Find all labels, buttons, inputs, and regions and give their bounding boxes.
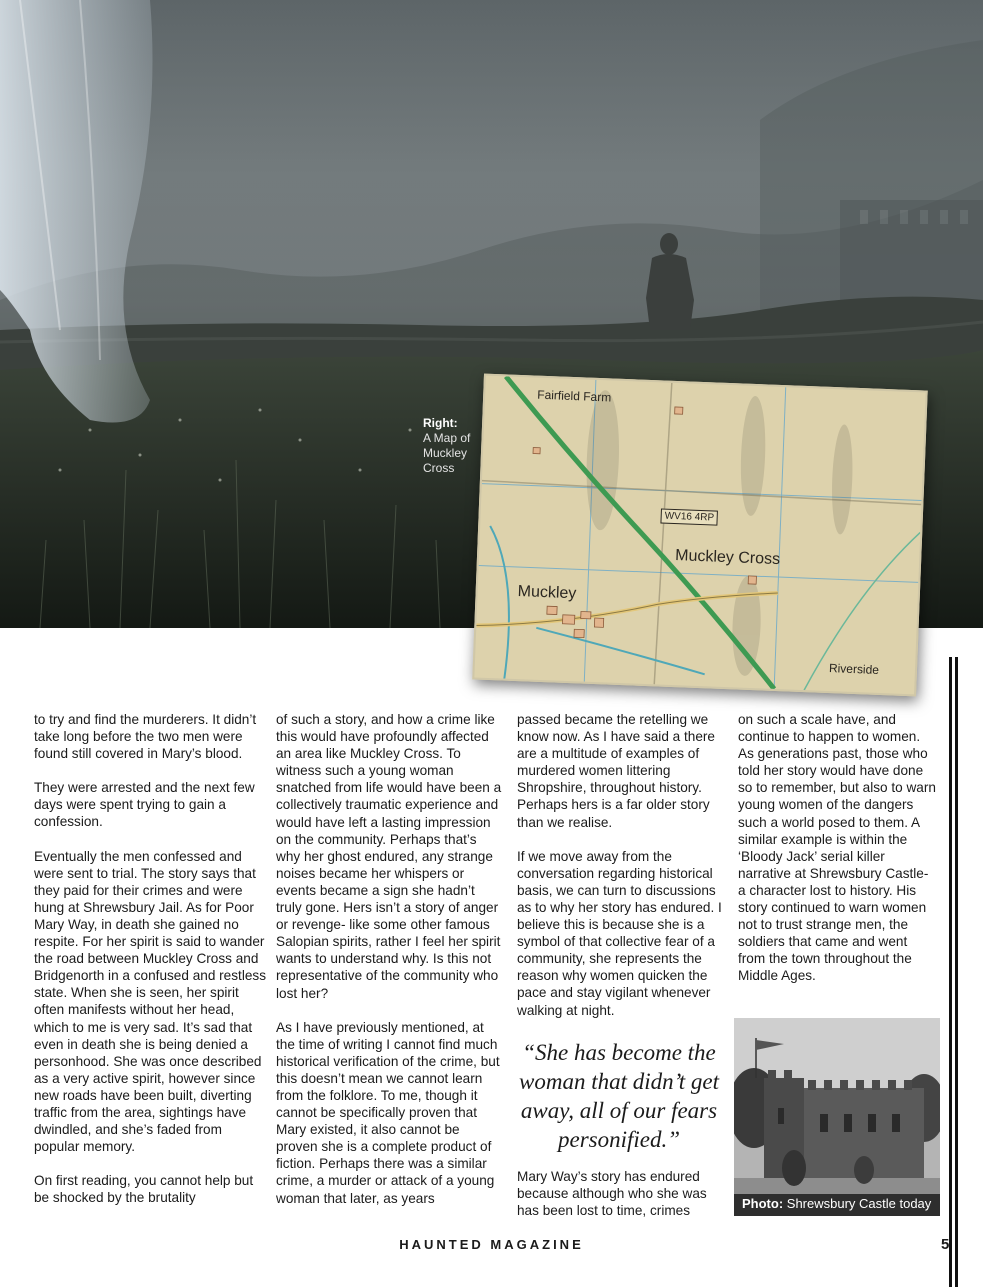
article-column-2 xyxy=(276,711,504,1224)
magazine-name: HAUNTED MAGAZINE xyxy=(399,1237,584,1252)
map-drawing xyxy=(474,376,925,695)
paragraph: passed became the retelling we know now. As I have said a there are a multitude of examples of murdered women littering Shropshire, throughout history. Perhaps hers is a far older story than we realise. xyxy=(517,712,715,830)
article-column-3 xyxy=(517,711,722,1036)
photo-caption-text: Shrewsbury Castle today xyxy=(786,1196,932,1211)
caption-text: A Map of Muckley Cross xyxy=(423,431,471,475)
map-image xyxy=(472,374,927,697)
map-label-riverside: Riverside xyxy=(828,661,880,677)
castle-illustration xyxy=(734,1018,940,1216)
pull-quote: “She has become the woman that didn’t get away, all of our fears personified.” xyxy=(519,1040,719,1152)
paragraph: As I have previously mentioned, at the time of writing I cannot find much historical verification of the crime, but this doesn’t mean we cannot learn from the folklore. To me, though it cannot be specifically proven that Mary existed, it also cannot be proven she is a complete product of fiction. Perhaps there was a similar crime, a murder or attack of a young woman that later, as years xyxy=(276,1019,500,1206)
paragraph: to try and find the murderers. It didn’t take long before the two men were found still covered in Mary’s blood. xyxy=(34,712,257,762)
paragraph: On first reading, you cannot help but be shocked by the brutality xyxy=(34,1173,254,1206)
divider-rule xyxy=(949,657,952,1287)
paragraph: They were arrested and the next few days were spent trying to gain a confession. xyxy=(34,780,255,830)
photo-caption-label: Photo: xyxy=(742,1196,784,1211)
map-label-postcode: WV16 4RP xyxy=(660,508,718,525)
paragraph: Mary Way’s story has endured because although who she was has been lost to time, crimes xyxy=(517,1169,707,1219)
map-label-village: Muckley xyxy=(517,583,577,603)
photo-caption xyxy=(742,1196,931,1211)
paragraph: of such a story, and how a crime like this would have profoundly affected an area like Muckley Cross. To witness such a young woman snatched from life would have been a collectively traumatic experience and would have left a lasting impression on the community. Perhaps that’s why her ghost endured, any strange noises became her whispers or events became a sign she hadn’t truly gone. Hers isn’t a story of anger or revenge- like some other famous Salopian spirits, rather I feel her spirit wants to understand why. Is this not representative of the community who lost her? xyxy=(276,712,502,1001)
paragraph: Eventually the men confessed and were sent to trial. The story says that they paid for their crimes and were hung at Shrewsbury Jail. As for Poor Mary Way, in death she gained no respite. For her spirit is said to wander the road between Muckley Cross and Bridgenorth in a confused and restless state. When she is seen, her spirit often manifests without her head, which to me is very sad. It’s sad that even in death she is being denied a personhood. She was once described as a very active spirit, however since new roads have been built, diverting traffic from the area, sightings have dwindled, and she’s faded from popular memory. xyxy=(34,848,266,1155)
page-number: 5 xyxy=(941,1236,950,1253)
article-column-4 xyxy=(738,711,938,1002)
paragraph: If we move away from the conversation regarding historical basis, we can turn to discussions as to why her story has endured. I believe this is because she is a symbol of that collective fear of a community, she represents the reason why women quicken the pace and stay vigilant whenever walking at night. xyxy=(517,848,722,1018)
castle-photo xyxy=(734,1018,940,1216)
paragraph: on such a scale have, and continue to happen to women. As generations past, those who told her story would have done so to remember, but also to warn young women of the dangers such a world posed to them. A similar example is within the ‘Bloody Jack’ serial killer narrative at Shrewsbury Castle- a character lost to history. His story continued to warn women not to trust strange men, the soldiers that came and went from the town throughout the Middle Ages. xyxy=(738,712,936,984)
map-label-farm: Fairfield Farm xyxy=(536,387,612,405)
caption-label: Right: xyxy=(423,416,458,430)
article-column-1 xyxy=(34,711,266,1223)
map-label-cross: Muckley Cross xyxy=(674,547,781,569)
divider-rule xyxy=(955,657,958,1287)
